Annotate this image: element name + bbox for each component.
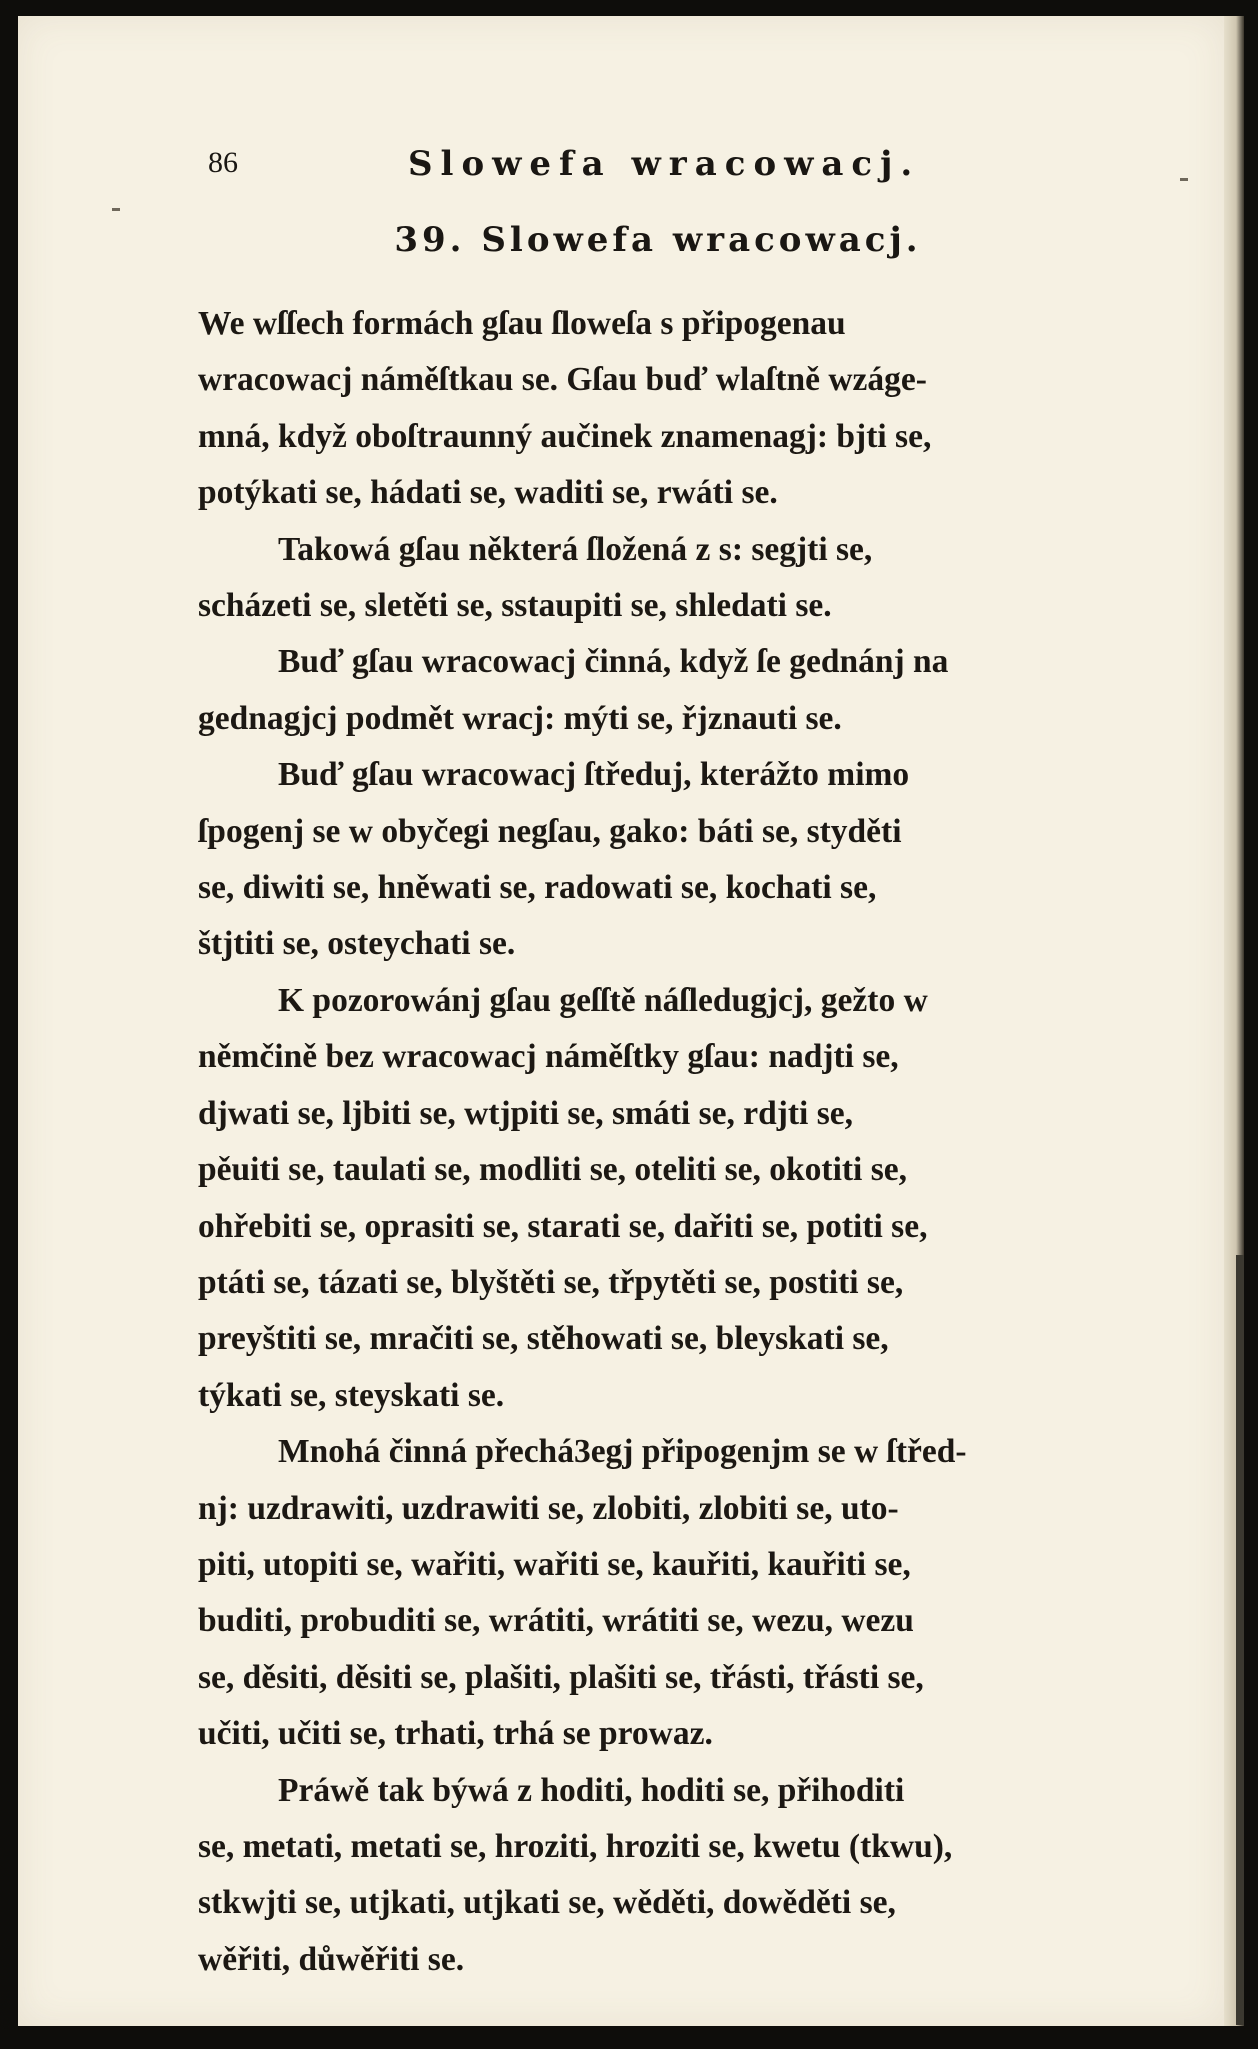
text-line: We wſſech formách gſau ſloweſa s připogenau xyxy=(198,305,846,342)
margin-mark xyxy=(1236,1255,1244,2025)
text-line: wracowacj náměſtkau se. Gſau buď wlaſtně wzáge- xyxy=(198,361,927,399)
text-line: Buď gſau wracowacj ſtředuj, kterážto mimo xyxy=(278,756,910,794)
text-line: Mnohá činná přechá3egj připogenjm se w ſtřed- xyxy=(278,1433,967,1471)
text-line: stkwjti se, utjkati, utjkati se, wěděti, dowěděti se, xyxy=(198,1884,896,1922)
text-line: gednagjcj podmět wracj: mýti se, řjznauti se. xyxy=(198,699,842,737)
text-line: ohřebiti se, oprasiti se, starati se, dařiti se, potiti se, xyxy=(198,1207,928,1245)
paragraph xyxy=(198,973,1102,1424)
text-line: se, děsiti, děsiti se, plašiti, plašiti se, třásti, třásti se, xyxy=(198,1658,924,1696)
text-line: piti, utopiti se, wařiti, wařiti se, kauřiti, kauřiti se, xyxy=(198,1545,911,1583)
paper-speck xyxy=(112,208,120,211)
section-title: 39. Slowefa wracowacj. xyxy=(394,220,922,260)
text-line: Práwě tak býwá z hoditi, hoditi se, přihoditi xyxy=(278,1771,905,1809)
text-line: K pozorowánj gſau geſſtě náſledugjcj, gežto w xyxy=(278,981,928,1019)
text-line: ſpogenj se w obyčegi negſau, gako: báti se, styděti xyxy=(198,812,902,850)
running-head: Slowefa wracowacj. xyxy=(408,144,921,184)
text-line: učiti, učiti se, trhati, trhá se prowaz. xyxy=(198,1715,713,1753)
text-line: nj: uzdrawiti, uzdrawiti se, zlobiti, zlobiti se, uto- xyxy=(198,1489,899,1527)
page-number: 86 xyxy=(208,146,238,179)
paragraph xyxy=(198,634,1102,747)
text-line: ptáti se, tázati se, blyštěti se, třpytěti se, postiti se, xyxy=(198,1263,904,1301)
paragraph xyxy=(198,296,1102,522)
text-line: potýkati se, hádati se, waditi se, rwáti se. xyxy=(198,474,778,512)
text-line: pěuiti se, taulati se, modliti se, oteliti se, okotiti se, xyxy=(198,1151,908,1189)
text-line: Buď gſau wracowacj činná, když ſe gednánj na xyxy=(278,643,949,681)
text-line: djwati se, ljbiti se, wtjpiti se, smáti se, rdjti se, xyxy=(198,1094,854,1132)
paragraph xyxy=(198,1424,1102,1762)
page-header xyxy=(208,140,1108,200)
text-line: scházeti se, sletěti se, sstaupiti se, shledati se. xyxy=(198,587,832,625)
text-line: buditi, probuditi se, wrátiti, wrátiti se, wezu, wezu xyxy=(198,1602,914,1640)
text-line: týkati se, steyskati se. xyxy=(198,1376,505,1414)
body-text xyxy=(198,296,1102,1988)
text-line: němčině bez wracowacj náměſtky gſau: nadjti se, xyxy=(198,1038,899,1076)
paragraph xyxy=(198,522,1102,635)
text-line: mná, když oboſtraunný aučinek znamenagj: bjti se, xyxy=(198,417,932,455)
paper-speck xyxy=(1180,178,1188,181)
paragraph xyxy=(198,1763,1102,1989)
text-line: preyštiti se, mračiti se, stěhowati se, bleyskati se, xyxy=(198,1320,889,1358)
text-line: se, metati, metati se, hroziti, hroziti se, kwetu (tkwu), xyxy=(198,1827,953,1865)
text-line: štjtiti se, osteychati se. xyxy=(198,925,516,963)
paragraph xyxy=(198,747,1102,973)
text-line: wěřiti, důwěřiti se. xyxy=(198,1940,465,1978)
text-line: se, diwiti se, hněwati se, radowati se, kochati se, xyxy=(198,869,877,907)
text-line: Takowá gſau některá ſložená z s: segjti se, xyxy=(278,530,873,568)
